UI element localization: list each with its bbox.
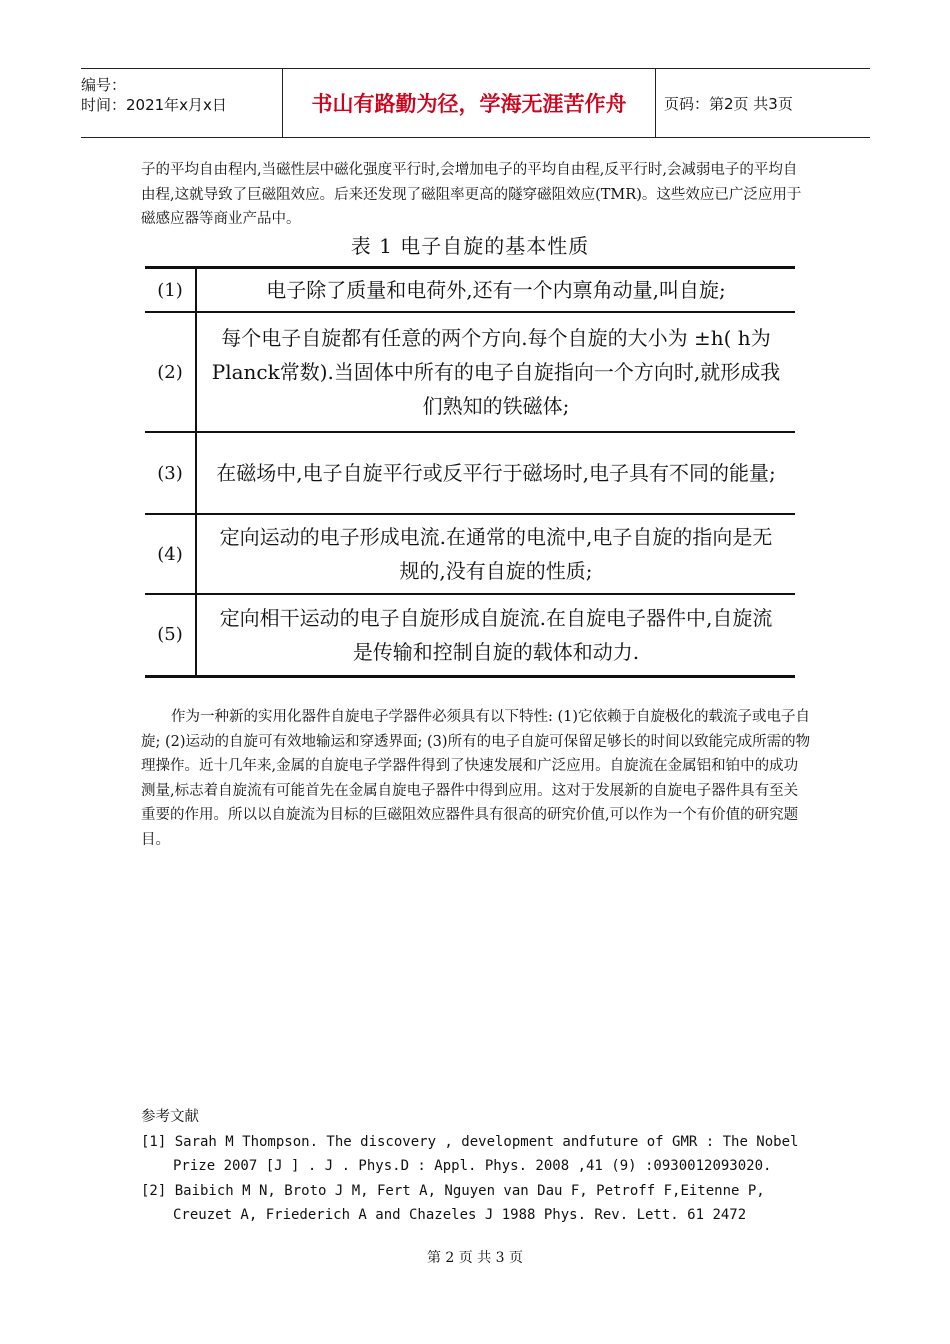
row-number: (2) <box>145 312 196 432</box>
row-number: (1) <box>145 268 196 313</box>
intro-paragraph: 子的平均自由程内,当磁性层中磁化强度平行时,会增加电子的平均自由程,反平行时,会减弱电子的平均自由程,这就导致了巨磁阻效应。后来还发现了磁阻率更高的隧穿磁阻效应(TMR)。这些效应已广泛应用于磁感应器等商业产品中。 <box>141 162 802 227</box>
page-header <box>81 68 870 138</box>
row-number: (4) <box>145 514 196 594</box>
reference-item: [2] Baibich M N, Broto J M, Fert A, Nguyen van Dau F, Petroff F,Eitenne P, Creuzet A, Friederich A and Chazeles J 1988 Phys. Rev. Lett. 61 2472 <box>141 1182 765 1223</box>
table-row <box>145 432 795 514</box>
table-row <box>145 268 795 313</box>
row-text: 每个电子自旋都有任意的两个方向.每个自旋的大小为 ±h( h为 Planck常数).当固体中所有的电子自旋指向一个方向时,就形成我们熟知的铁磁体; <box>196 312 795 432</box>
serial-label: 编号： <box>81 76 127 94</box>
header-page-code: 页码：第2页 共3页 <box>664 94 793 113</box>
row-number: (3) <box>145 432 196 514</box>
table-row <box>145 594 795 676</box>
time-label: 时间：2021年x月x日 <box>81 96 227 114</box>
reference-item: [1] Sarah M Thompson. The discovery , development andfuture of GMR : The Nobel Prize 2007 [J ] . J . Phys.D : Appl. Phys. 2008 ,41 (9) :0930012093020. <box>141 1133 799 1174</box>
header-meta <box>81 69 281 143</box>
table-row <box>145 514 795 594</box>
body-paragraph: 作为一种新的实用化器件自旋电子学器件必须具有以下特性: (1)它依赖于自旋极化的载流子或电子自旋; (2)运动的自旋可有效地输运和穿透界面; (3)所有的电子自旋可保留足够长的时间以致能完成所需的物理操作。近十几年来,金属的自旋电子学器件得到了快速发展和广泛应用。自旋流在金属铝和铂中的成功测量,标志着自旋流有可能首先在金属自旋电子器件中得到应用。这对于发展新的自旋电子器件具有至关重要的作用。所以以自旋流为目标的巨磁阻效应器件具有很高的研究价值,可以作为一个有价值的研究题目。 <box>141 709 811 848</box>
row-text: 在磁场中,电子自旋平行或反平行于磁场时,电子具有不同的能量; <box>196 432 795 514</box>
spin-properties-table <box>145 266 795 678</box>
row-text: 定向相干运动的电子自旋形成自旋流.在自旋电子器件中,自旋流是传输和控制自旋的载体和动力. <box>196 594 795 676</box>
references-section <box>141 1105 821 1228</box>
row-text: 定向运动的电子形成电流.在通常的电流中,电子自旋的指向是无规的,没有自旋的性质; <box>196 514 795 594</box>
page-footer: 第 2 页 共 3 页 <box>426 1250 524 1266</box>
references-title: 参考文献 <box>141 1109 199 1125</box>
header-motto: 书山有路勤为径，学海无涯苦作舟 <box>282 69 656 137</box>
row-text: 电子除了质量和电荷外,还有一个内禀角动量,叫自旋; <box>266 278 726 302</box>
table-row <box>145 312 795 432</box>
row-number: (5) <box>145 594 196 676</box>
table-caption: 表 1 电子自旋的基本性质 <box>350 234 590 258</box>
